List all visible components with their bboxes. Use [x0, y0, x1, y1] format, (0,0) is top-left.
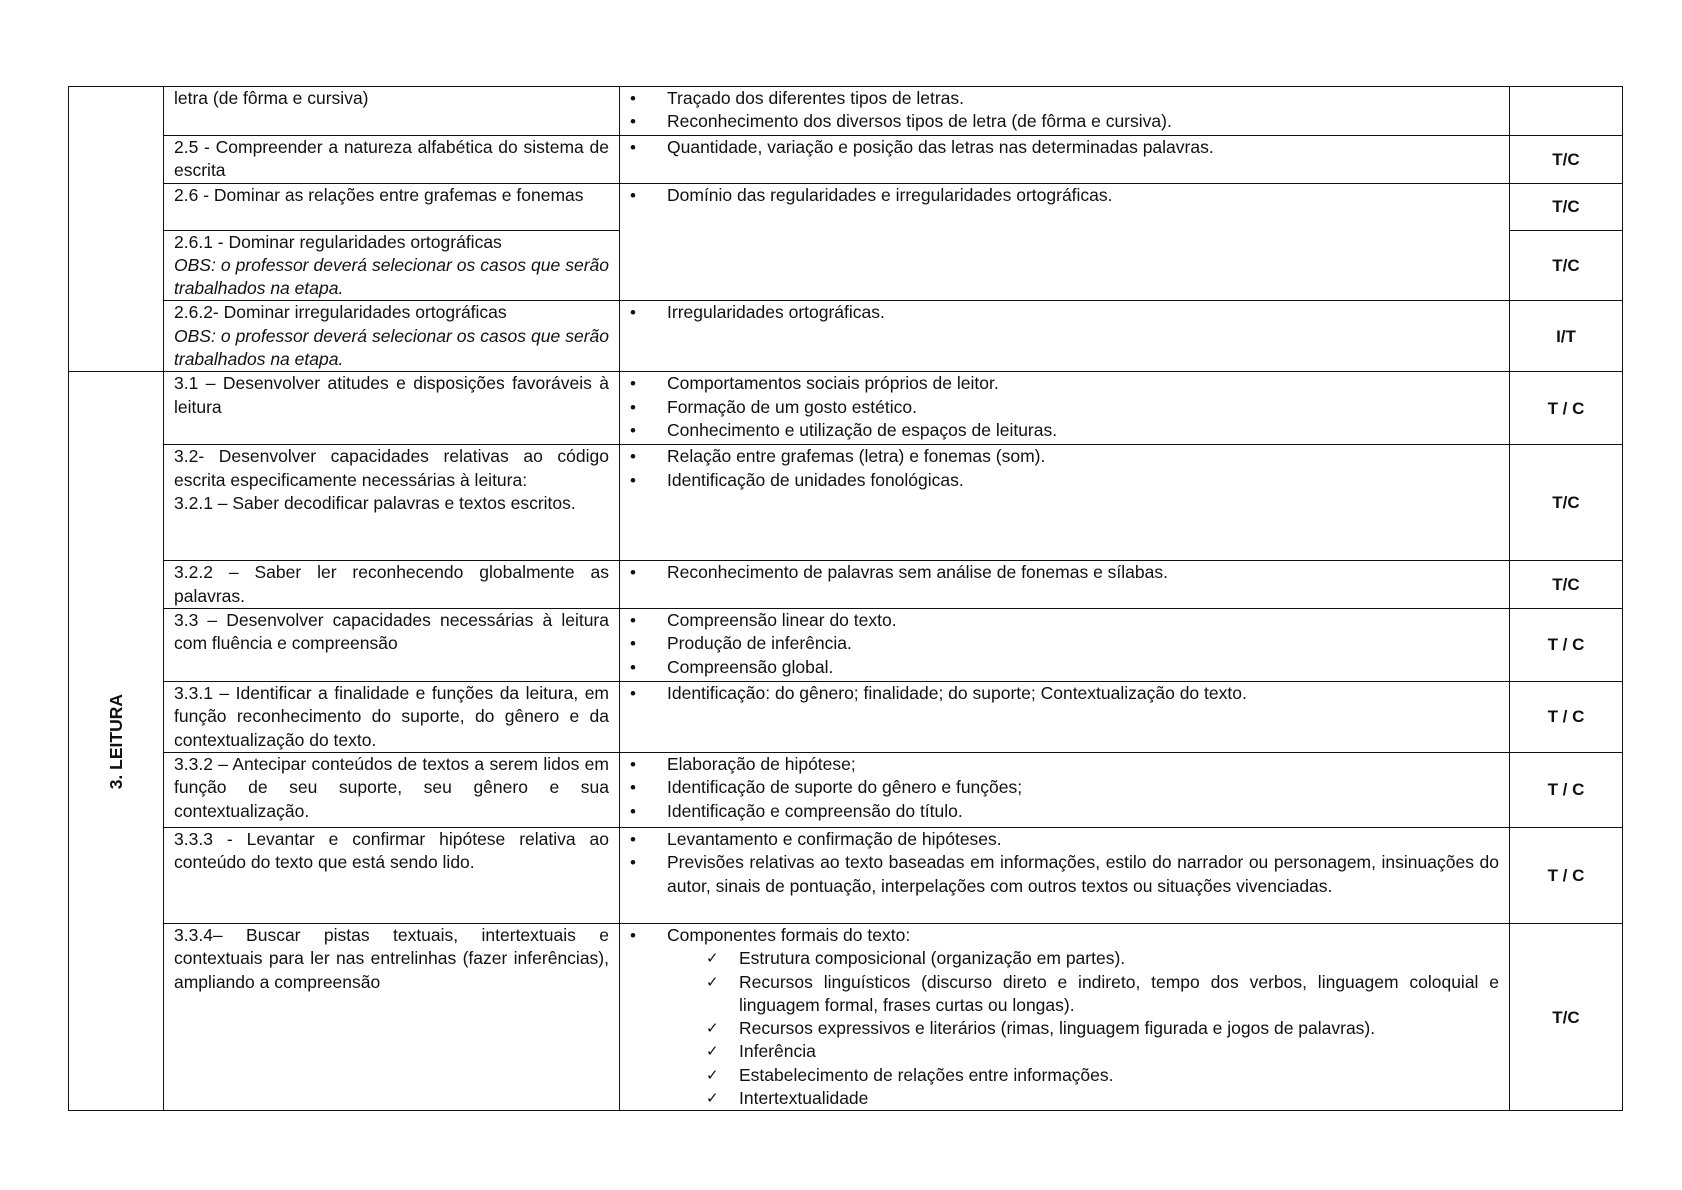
code-cell: T/C	[1510, 136, 1623, 184]
objective-text: 3.1 – Desenvolver atitudes e disposições favoráveis à leitura	[174, 373, 609, 417]
check-item: ✓ Intertextualidade	[620, 1087, 1499, 1110]
table-row	[69, 682, 1623, 753]
objective-cell	[164, 87, 620, 136]
check-item: ✓ Recursos linguísticos (discurso direto e indireto, tempo dos verbos, linguagem coloquial e linguagem formal, frases curtas ou longas).	[620, 971, 1499, 1018]
code-cell: T/C	[1510, 183, 1623, 230]
objective-text: 3.3.3 - Levantar e confirmar hipótese relativa ao conteúdo do texto que está sendo lido.	[174, 828, 609, 873]
code-cell: T/C	[1510, 230, 1623, 301]
list-item: • Componentes formais do texto:	[620, 924, 1499, 947]
objective-text: 3.2.1 – Saber decodificar palavras e textos escritos.	[174, 493, 576, 514]
objective-cell	[164, 827, 620, 923]
content-cell	[620, 136, 1510, 184]
objective-cell	[164, 183, 620, 230]
section-cell-previous	[69, 87, 164, 372]
content-cell	[620, 682, 1510, 753]
check-item: ✓ Inferência	[620, 1040, 1499, 1063]
section-label: 3. LEITURA	[106, 693, 126, 790]
list-item: • Previsões relativas ao texto baseadas em informações, estilo do narrador ou personagem, insinuações do autor, sinais de pontuação, interpelações com outros textos ou situações vivenciadas.	[620, 851, 1499, 898]
code-cell: T / C	[1510, 752, 1623, 827]
code-cell: T / C	[1510, 372, 1623, 445]
objective-text: 2.5 - Compreender a natureza alfabética do sistema de escrita	[174, 137, 609, 181]
objective-cell	[164, 445, 620, 561]
list-item: • Reconhecimento de palavras sem análise de fonemas e sílabas.	[620, 561, 1499, 584]
content-cell	[620, 301, 1510, 372]
table-row	[69, 301, 1623, 372]
list-item: • Identificação de suporte do gênero e funções;	[620, 776, 1499, 799]
objective-cell	[164, 230, 620, 301]
list-item: • Produção de inferência.	[620, 632, 1499, 655]
check-item: ✓ Estrutura composicional (organização em partes).	[620, 947, 1499, 970]
objective-cell	[164, 609, 620, 682]
content-cell	[620, 87, 1510, 136]
obs-note: OBS: o professor deverá selecionar os casos que serão trabalhados na etapa.	[174, 254, 609, 299]
check-item: ✓ Estabelecimento de relações entre informações.	[620, 1064, 1499, 1087]
content-cell	[620, 609, 1510, 682]
objective-text: 3.3.1 – Identificar a finalidade e funções da leitura, em função reconhecimento do suporte, do gênero e da contextualização do texto.	[174, 683, 609, 750]
table-row	[69, 445, 1623, 561]
list-item: • Irregularidades ortográficas.	[620, 301, 1499, 324]
objective-text: 3.2.2 – Saber ler reconhecendo globalmente as palavras.	[174, 562, 609, 606]
objective-text: 3.3.2 – Antecipar conteúdos de textos a serem lidos em função de seu suporte, seu gênero e sua contextualização.	[174, 753, 609, 821]
code-cell: T / C	[1510, 682, 1623, 753]
objective-cell	[164, 301, 620, 372]
objective-cell	[164, 682, 620, 753]
list-item: • Relação entre grafemas (letra) e fonemas (som).	[620, 445, 1499, 468]
objective-text: 2.6.1 - Dominar regularidades ortográficas	[174, 231, 502, 252]
list-item: • Elaboração de hipótese;	[620, 753, 1499, 776]
objective-cell	[164, 752, 620, 827]
content-cell	[620, 561, 1510, 609]
objective-cell	[164, 372, 620, 445]
list-item: • Identificação de unidades fonológicas.	[620, 469, 1499, 492]
list-item: • Levantamento e confirmação de hipóteses.	[620, 828, 1499, 851]
content-cell	[620, 923, 1510, 1110]
content-cell	[620, 827, 1510, 923]
table-row	[69, 752, 1623, 827]
table-row	[69, 609, 1623, 682]
content-cell	[620, 183, 1510, 301]
objective-text: 3.2- Desenvolver capacidades relativas ao código escrita especificamente necessárias à leitura:	[174, 446, 609, 490]
objective-text: 2.6.2- Dominar irregularidades ortográficas	[174, 302, 507, 323]
objective-text: 3.3.4– Buscar pistas textuais, intertextuais e contextuais para ler nas entrelinhas (fazer inferências), ampliando a compreensão	[174, 924, 609, 992]
objective-text: 2.6 - Dominar as relações entre grafemas e fonemas	[174, 184, 584, 205]
curriculum-table	[68, 86, 1623, 1111]
list-item: • Reconhecimento dos diversos tipos de letra (de fôrma e cursiva).	[620, 110, 1499, 133]
objective-cell	[164, 136, 620, 184]
objective-text: 3.3 – Desenvolver capacidades necessárias à leitura com fluência e compreensão	[174, 610, 609, 654]
table-row	[69, 561, 1623, 609]
objective-cell	[164, 923, 620, 1110]
list-item: • Compreensão linear do texto.	[620, 609, 1499, 632]
list-item: • Compreensão global.	[620, 656, 1499, 679]
code-cell: I/T	[1510, 301, 1623, 372]
list-item: • Identificação e compreensão do título.	[620, 800, 1499, 823]
list-item: • Formação de um gosto estético.	[620, 396, 1499, 419]
objective-cell	[164, 561, 620, 609]
section-cell-leitura	[69, 372, 164, 1111]
table-row	[69, 183, 1623, 230]
table-row	[69, 372, 1623, 445]
list-item: • Identificação: do gênero; finalidade; do suporte; Contextualização do texto.	[620, 682, 1499, 705]
table-row	[69, 827, 1623, 923]
table-row	[69, 136, 1623, 184]
check-item: ✓ Recursos expressivos e literários (rimas, linguagem figurada e jogos de palavras).	[620, 1017, 1499, 1040]
list-item: • Comportamentos sociais próprios de leitor.	[620, 372, 1499, 395]
obs-note: OBS: o professor deverá selecionar os casos que serão trabalhados na etapa.	[174, 325, 609, 370]
code-cell: T/C	[1510, 923, 1623, 1110]
table-row	[69, 87, 1623, 136]
code-cell: T / C	[1510, 609, 1623, 682]
objective-text: letra (de fôrma e cursiva)	[174, 88, 369, 108]
code-cell: T/C	[1510, 561, 1623, 609]
code-cell: T / C	[1510, 827, 1623, 923]
list-item: • Quantidade, variação e posição das letras nas determinadas palavras.	[620, 136, 1499, 159]
content-cell	[620, 752, 1510, 827]
code-cell: T/C	[1510, 445, 1623, 561]
table-row	[69, 923, 1623, 1110]
list-item: • Conhecimento e utilização de espaços de leituras.	[620, 419, 1499, 442]
content-cell	[620, 445, 1510, 561]
list-item: • Traçado dos diferentes tipos de letras.	[620, 87, 1499, 110]
code-cell	[1510, 87, 1623, 136]
content-cell	[620, 372, 1510, 445]
list-item: • Domínio das regularidades e irregularidades ortográficas.	[620, 184, 1499, 207]
